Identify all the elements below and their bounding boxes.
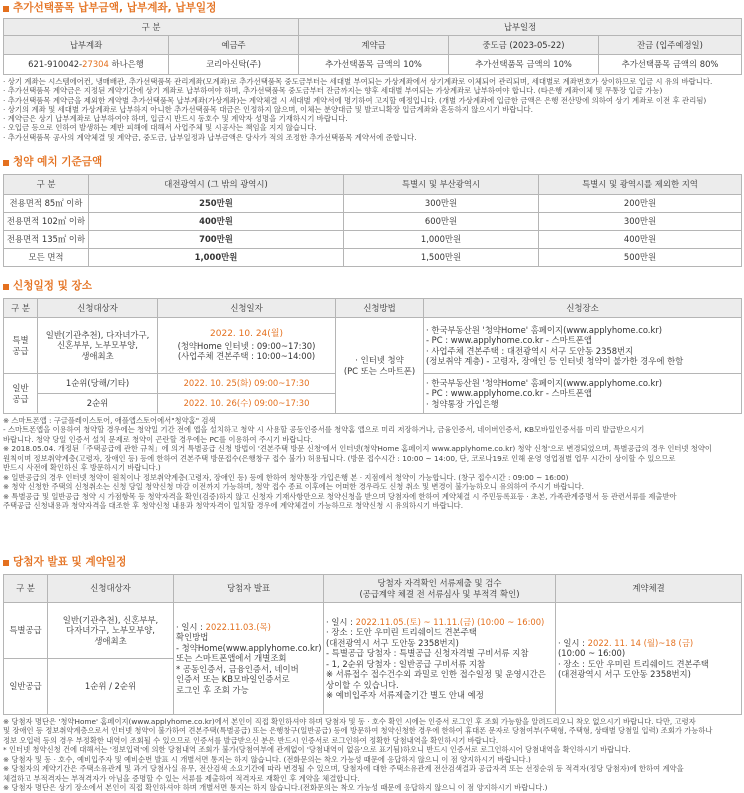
general-supply-label: 일반 공급 bbox=[4, 374, 38, 414]
th-type: 구 분 bbox=[4, 175, 89, 195]
documents-info: · 일시 : 2022.11.05.(토) ~ 11.11.(금) (10:00 ~ 16:00) · 장소 : 도안 우미린 트리쉐이드 견본주택 (대전광역시 서구 도안동 2358번지) - 특별공급 당첨자 : 특별공급 신청자격별 구비서류 지참 - 1, 2순위 당첨자 : 일반공급 구비서류 지참 ※ 서류접수 접수건수외 과밀로 인한 접수일정 및 운영시간은 상이할 수 있습니다. ※ 예비입주자 서류제출기간 별도 안내 예정 bbox=[324, 603, 556, 715]
note: 반드시 사전에 확인하신 후 방문하시기 바랍니다.) bbox=[3, 463, 161, 473]
application-table bbox=[3, 298, 742, 414]
th-group: 구 분 bbox=[4, 19, 299, 36]
section-deposit bbox=[3, 156, 741, 267]
application-notes bbox=[3, 416, 741, 511]
note: · 추가선택품목 계약금은 지정된 계약기간에 상기 계좌로 납부하여야 하며, 추가선택품목 중도금부터 잔금까지는 향후 세대별 부여되는 가상계좌로 납부하여야 합니다. (타은행 계좌이체 및 무통장 입금 가능) bbox=[3, 86, 663, 96]
note: 및 장애인 등 정보취약계층으로서 인터넷 청약이 불가하여 견본주택(특별공급) 또는 은행창구(일반공급) 등에 방문하여 청약신청한 경우에 한하여 휴대폰 문자로 당첨여부(주택형, 주택형, 상태별 당첨일 입력) 조회가 가능하나 bbox=[3, 726, 713, 736]
note: 주택공급 신청내용과 청약자격을 대조한 후 청약신청 내용과 청약자격이 일치할 경우에 계약체결이 가능하므로 청약신청 시 유의하시기 바랍니다. bbox=[3, 501, 464, 511]
table-row: 전용면적 85㎡ 이하 250만원 300만원 200만원 bbox=[4, 195, 742, 213]
th-other-region: 특별시 및 광역시를 제외한 지역 bbox=[539, 175, 742, 195]
note: ※ 특별공급 및 일반공급 청약 시 가점항목 등 청약자격을 확인(검증)하지 않고 신청자 기재사항만으로 청약신청을 받으며 당첨자에 한하여 계약체결 시 주민등록표등 · 초본, 가족관계증명서 등 관련서류를 제출받아 bbox=[3, 491, 677, 501]
gen1-target: 1순위(당해/기타) bbox=[38, 374, 158, 394]
th-holder: 예금주 bbox=[169, 36, 299, 55]
note: ※ 당첨자 및 동 · 호수, 예비입주자 및 예비순번 발표 시 개별서면 통지는 하지 않습니다. (전화문의는 착오 가능성 때문에 응답하지 않으니 이 점 양지하시기 바랍니다.) bbox=[3, 754, 531, 764]
th-target: 신청대상자 bbox=[38, 299, 158, 318]
winners-notes bbox=[3, 717, 741, 793]
note: ※ 당첨자 명단은 상기 장소에서 본인이 직접 확인하셔야 하며 개별서면 통지는 하지 않습니다.(전화문의는 착오 가능성 때문에 응답하지 않으니 이 점 양지하시기 바랍니다.) bbox=[3, 783, 548, 793]
gen1-date: 2022. 10. 25(화) 09:00~17:30 bbox=[158, 374, 336, 394]
th-account: 납부계좌 bbox=[4, 36, 169, 55]
announcement-info: · 일시 : 2022.11.03.(목) 확인방법 - 청약Home(www.applyhome.co.kr) 또는 스마트폰앱에서 개별조회 * 공동인증서, 금융인증서, 네이버 인증서 또는 KB모바일인증서로 로그인 후 조회 가능 bbox=[174, 603, 324, 715]
section-title: 추가선택품목 납부금액, 납부계좌, 납부일정 bbox=[3, 2, 741, 16]
account-holder: 코리아신탁(주) bbox=[169, 55, 299, 75]
th-group: 구 분 bbox=[4, 299, 38, 318]
note: ※ 청약 신청한 주택의 신청취소는 신청 당일 청약신청 마감 이전까지 가능하며, 청약 접수 종료 이후에는 어떠한 경우라도 신청 취소 및 변경이 불가능하오니 유의하여 주시기 바랍니다. bbox=[3, 482, 584, 492]
gen2-date: 2022. 10. 26(수) 09:00~17:30 bbox=[158, 394, 336, 414]
note: · 추가선택품목 공사의 계약체결 및 계약금, 중도금, 납부일정과 납부금액은 당사가 적의 조정한 추가선택품목 계약서에 준합니다. bbox=[3, 132, 417, 142]
section-title: 청약 예치 기준금액 bbox=[3, 156, 741, 170]
th-middle: 중도금 (2023-05-22) bbox=[449, 36, 599, 55]
special-place: · 한국부동산원 '청약Home' 홈페이지(www.applyhome.co.kr) - PC : www.applyhome.co.kr - 스마트폰앱 · 사업주체 견본주택 : 대전광역시 서구 도안동 2358번지 (정보취약 계층) - 고령자, 장애인 등 인터넷 청약이 불가한 경우에 한함 bbox=[424, 318, 742, 374]
note: · 계약금은 상기 납부계좌로 납부하여야 하며, 입금시 반드시 동호수 및 계약자 성명을 기재하시기 바랍니다. bbox=[3, 114, 348, 123]
note: ※ 스마트폰앱 : 구글플레이스토어, 애플앱스토어에서"청약홈" 검색 bbox=[3, 416, 216, 425]
note: * 인터넷 청약신청 건에 대해서는 '정보입력'에 의한 당첨내역 조회가 불가(당첨여부에 관계없이 '당첨내역이 없음'으로 표기됨)하오니 반드시 인증서로 로그인하시어 당첨내역을 확인하시기 바랍니다. bbox=[3, 745, 631, 755]
section-application bbox=[3, 280, 741, 511]
special-target: 일반(기관추천), 다자녀가구, 신혼부부, 노부모부양, 생애최초 bbox=[38, 318, 158, 374]
th-special-city: 특별시 및 부산광역시 bbox=[344, 175, 539, 195]
section-title: 신청일정 및 장소 bbox=[3, 280, 741, 294]
middle-amount: 추가선택품목 금액의 10% bbox=[449, 55, 599, 75]
deposit-table bbox=[3, 174, 742, 267]
th-place: 신청장소 bbox=[424, 299, 742, 318]
note: 바랍니다. 청약 당일 인증서 설치 문제로 청약이 곤란할 경우에는 PC를 이용하여 주시기 바랍니다. bbox=[3, 434, 313, 444]
th-daejeon: 대전광역시 (그 밖의 광역시) bbox=[89, 175, 344, 195]
contract-info: · 일시 : 2022. 11. 14 (월)~18 (금) (10:00 ~ 16:00) · 장소 : 도안 우미린 트리쉐이드 견본주택 (대전광역시 서구 도안동 2358번지) bbox=[556, 603, 742, 715]
note: 체결하고 부적격자는 부적격자가 아님을 증명할 수 있는 서류를 제출하여 적격자로 재확인 후 계약을 체결합니다. bbox=[3, 773, 360, 783]
note: ※ 2018.05.04. 개정된「주택공급에 관한 규칙」에 의거 특별공급 신청 방법이 '견본주택 방문 신청'에서 인터넷(청약Home 홈페이지 www.applyhome.co.kr) 청약 신청'으로 변경되었으며, 특별공급의 경우 인터넷 청약이 bbox=[3, 444, 712, 454]
th-balance: 잔금 (입주예정일) bbox=[599, 36, 742, 55]
special-supply-label: 특별공급 bbox=[4, 603, 48, 659]
general-supply-label: 일반공급 bbox=[4, 659, 48, 715]
th-announce: 당첨자 발표 bbox=[174, 575, 324, 603]
bullet-square-icon bbox=[3, 160, 9, 166]
account-number: 621-910042-27304 하나은행 bbox=[4, 55, 169, 75]
special-supply-label: 특별 공급 bbox=[4, 318, 38, 374]
table-row: 전용면적 135㎡ 이하 700만원 1,000만원 400만원 bbox=[4, 231, 742, 249]
winners-table bbox=[3, 574, 742, 715]
note: · 추가선택품목 계약금을 제외한 계약별 추가선택품목 납부계좌(가상계좌)는 계약체결 시 세대별 계약서에 명기하여 고지할 예정입니다. (개별 가상계좌에 입금한 금액은 은행 전산망에 의하여 상기 계좌로 이전 후 관리됨) bbox=[3, 95, 707, 105]
bullet-square-icon bbox=[3, 6, 9, 12]
table-row: 모든 면적 1,000만원 1,500만원 500만원 bbox=[4, 249, 742, 267]
section-title: 당첨자 발표 및 계약일정 bbox=[3, 556, 741, 570]
th-docs: 당첨자 자격확인 서류제출 및 검수 (공급계약 체결 전 서류심사 및 부적격 확인) bbox=[324, 575, 556, 603]
table-row: 전용면적 102㎡ 이하 400만원 600만원 300만원 bbox=[4, 213, 742, 231]
th-method: 신청방법 bbox=[336, 299, 424, 318]
special-target: 일반(기관추천), 신혼부부, 다자녀가구, 노부모부양, 생애최초 bbox=[48, 603, 174, 659]
section-winners bbox=[3, 556, 741, 793]
application-method: · 인터넷 청약 (PC 또는 스마트폰) bbox=[336, 318, 424, 414]
note: 원칙이며 정보취약계층(고령자, 장애인 등) 등에 한하여 견본주택 방문접수(은행창구 접수 불가) 허용됩니다. (방문 접수시간 : 10:00 ~ 14:00, 단, 코로나19로 인해 운영 영업점별 업무 시간이 상이할 수 있으므로 bbox=[3, 453, 676, 463]
note: 정보 오입력 등의 경우 부정확한 내역이 조회될 수 있으므로 인증서를 발급받으신 분은 반드시 인증서로 로그인하여 정확한 당첨내역을 확인하시기 바랍니다. bbox=[3, 735, 499, 745]
bullet-square-icon bbox=[3, 284, 9, 290]
note: · 오입금 등으로 인하여 발생하는 제반 피해에 대해서 사업주체 및 시공사는 책임을 지지 않습니다. bbox=[3, 123, 317, 133]
note: · 상기의 계좌 및 세대별 가상계좌로 납부하지 아니한 추가선택품목 대금은 인정하지 않으며, 이체는 분양대금 및 발코니확장 입금계좌와 혼동하지 않으시기 바랍니다. bbox=[3, 104, 534, 114]
th-group: 구 분 bbox=[4, 575, 48, 603]
section-option-payment bbox=[3, 2, 741, 142]
bullet-square-icon bbox=[3, 560, 9, 566]
special-date: 2022. 10. 24(월) (청약Home 인터넷 : 09:00~17:30) (사업주체 견본주택 : 10:00~14:00) bbox=[158, 318, 336, 374]
payment-notes bbox=[3, 77, 741, 142]
th-contract: 계약체결 bbox=[556, 575, 742, 603]
gen2-target: 2순위 bbox=[38, 394, 158, 414]
th-target: 신청대상자 bbox=[48, 575, 174, 603]
th-contract: 계약금 bbox=[299, 36, 449, 55]
th-schedule: 납부일정 bbox=[299, 19, 742, 36]
note: ※ 일반공급의 경우 인터넷 청약이 원칙이나 정보취약계층(고령자, 장애인 등) 등에 한하여 청약통장 가입은행 본 · 지점에서 청약이 가능합니다. (창구 접수시간 : 09:00 ~ 16:00) bbox=[3, 472, 569, 482]
general-target: 1순위 / 2순위 bbox=[48, 659, 174, 715]
payment-table bbox=[3, 18, 742, 75]
note: ※ 당첨자 명단은 '청약Home' 홈페이지(www.applyhome.co.kr)에서 본인이 직접 확인하셔야 하며 당첨자 및 동 · 호수 확인 시에는 인증서 로그인 후 조회 가능함을 알려드리오니 착오 없으시기 바랍니다. 다만, 고령자 bbox=[3, 717, 696, 726]
contract-amount: 추가선택품목 금액의 10% bbox=[299, 55, 449, 75]
note: · 상기 계좌는 시스템에어컨, 냉매배관, 추가선택품목 관리계좌(모계좌)로 추가선택품목 중도금부터는 세대별 부여되는 가상계좌에서 상기계좌로 이체되어 관리되며, 세대별로 계좌번호가 상이하므로 입금 시 유의 바랍니다. bbox=[3, 77, 713, 86]
general-place: · 한국부동산원 '청약Home' 홈페이지(www.applyhome.co.kr) - PC : www.applyhome.co.kr - 스마트폰앱 · 청약통장 가입은행 bbox=[424, 374, 742, 414]
note: ※ 당첨자의 계약기간은 주택소유관계 및 과거 당첨사실 유무, 전산검색 소요기간에 따라 변경될 수 있으며, 당첨자에 대한 주택소유관계 전산검색결과 공급자격 또는 선정순위 등 적격자(정당 당첨자)에 한하여 계약을 bbox=[3, 764, 684, 774]
th-date: 신청일자 bbox=[158, 299, 336, 318]
balance-amount: 추가선택품목 금액의 80% bbox=[599, 55, 742, 75]
note: - 스마트폰앱을 이용하여 청약할 경우에는 청약일 기간 전에 앱을 설치하고 청약 시 사용할 공동인증서를 청약홈 앱으로 미리 저장하거나, 금융인증서, 네이버인증서, KB모바일인증서를 미리 발급받으시기 bbox=[3, 425, 645, 435]
